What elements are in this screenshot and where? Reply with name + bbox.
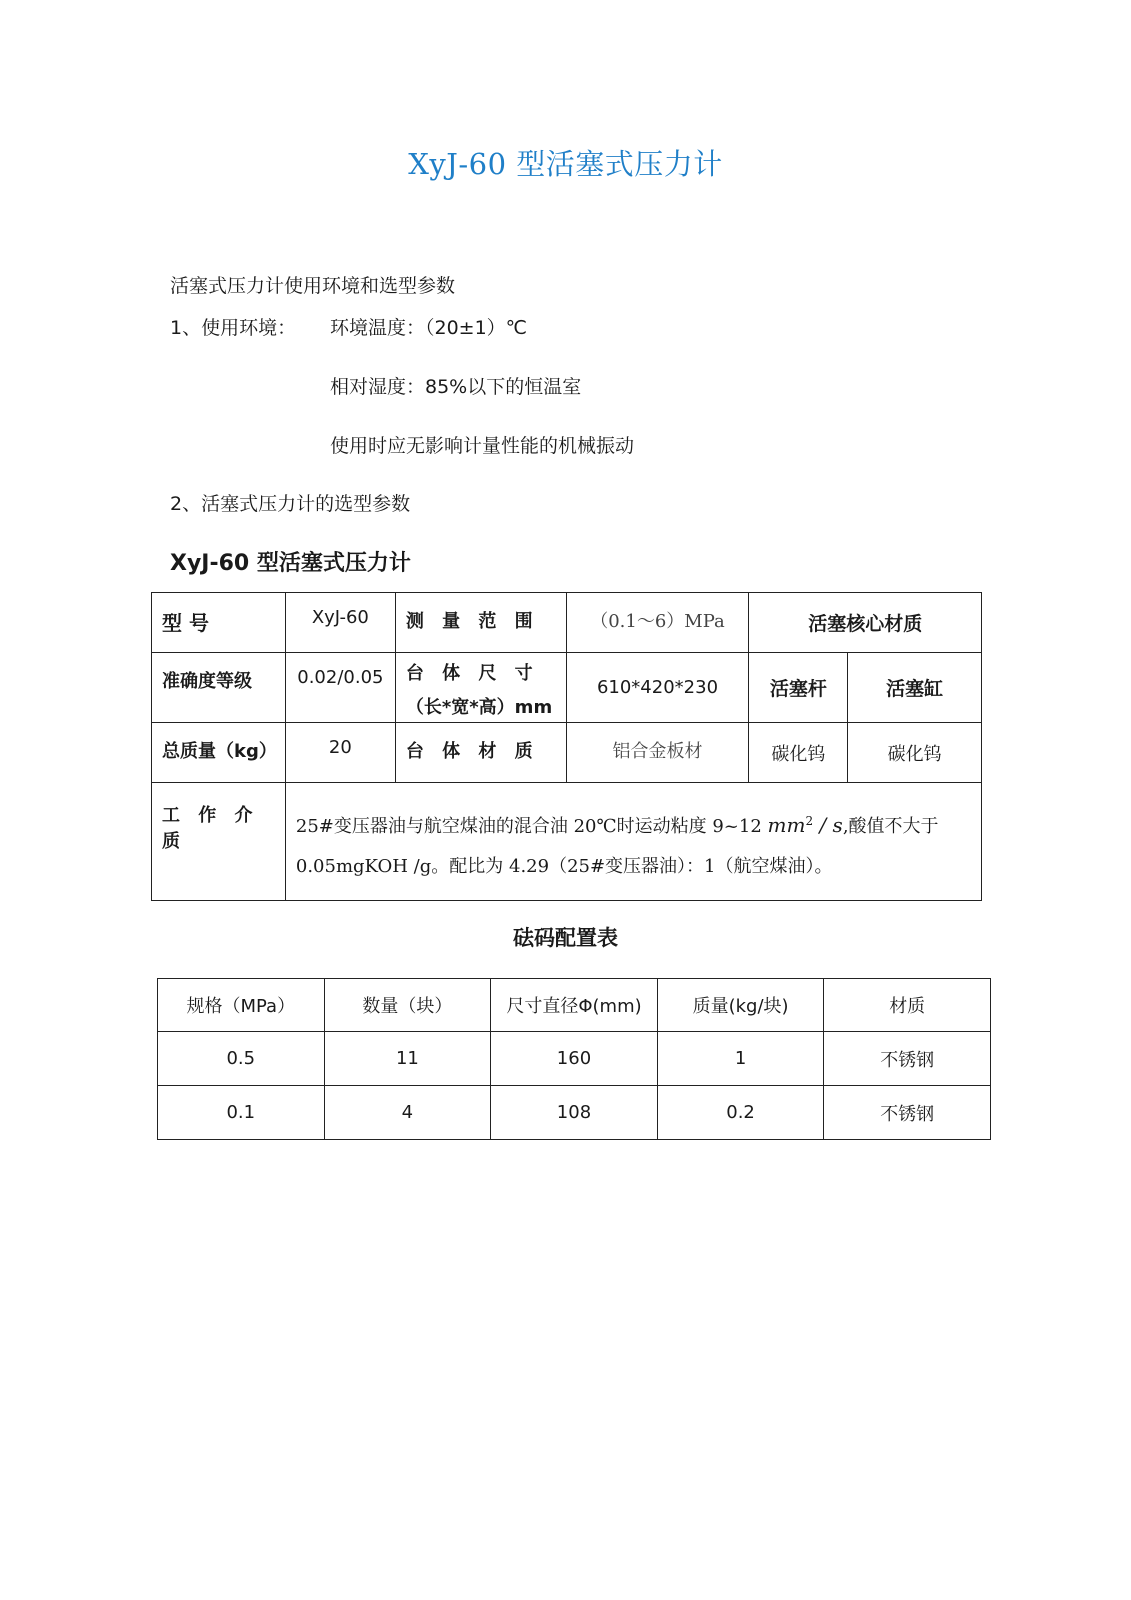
weights-header-mass: 质量(kg/块) (657, 979, 824, 1032)
environment-humidity: 相对湿度：85%以下的恒温室 (330, 376, 582, 398)
accuracy-label: 准确度等级 (152, 653, 286, 723)
weights-header-row (158, 979, 991, 1032)
spec-table (151, 592, 982, 901)
medium-text-part1: 25#变压器油与航空煤油的混合油 20℃时运动粘度 9~12 (295, 816, 768, 837)
piston-cylinder-material: 碳化钨 (848, 723, 982, 783)
weights-header-spec: 规格（MPa） (158, 979, 325, 1032)
table-row (158, 1086, 991, 1140)
environment-vibration: 使用时应无影响计量性能的机械振动 (330, 435, 635, 457)
weights-cell-diameter: 160 (491, 1032, 658, 1086)
medium-unit-exp: 2 (805, 814, 814, 828)
accuracy-value: 0.02/0.05 (285, 653, 395, 723)
spec-row-accuracy (152, 653, 982, 723)
range-value: （0.1～6）MPa (566, 593, 749, 653)
size-value: 610*420*230 (566, 653, 749, 723)
weights-cell-material: 不锈钢 (824, 1086, 991, 1140)
spec-row-mass (152, 723, 982, 783)
spec-row-model (152, 593, 982, 653)
model-label: 型 号 (152, 593, 286, 653)
table-row (158, 1032, 991, 1086)
weights-cell-qty: 11 (324, 1032, 491, 1086)
medium-unit-s: / s (813, 813, 843, 837)
weights-table (157, 978, 991, 1140)
size-label-cell (395, 653, 566, 723)
size-label: 台 体 尺 寸 (405, 663, 539, 684)
weights-cell-spec: 0.5 (158, 1032, 325, 1086)
weights-table-title: 砝码配置表 (513, 926, 618, 950)
model-heading: XyJ-60 型活塞式压力计 (170, 551, 411, 576)
weights-header-material: 材质 (824, 979, 991, 1032)
spec-row-medium (152, 783, 982, 901)
medium-label: 工 作 介 质 (152, 783, 286, 901)
piston-rod-label: 活塞杆 (749, 653, 848, 723)
medium-line-2: 0.05mgKOH /g。配比为 4.29（25#变压器油）：1（航空煤油）。 (295, 856, 833, 877)
medium-text-part2: ,酸值不大于 (842, 816, 939, 837)
environment-temperature: 环境温度：（20±1）℃ (330, 317, 528, 339)
weights-cell-spec: 0.1 (158, 1086, 325, 1140)
piston-rod-material: 碳化钨 (749, 723, 848, 783)
weights-cell-qty: 4 (324, 1086, 491, 1140)
medium-description (285, 783, 981, 901)
weights-cell-diameter: 108 (491, 1086, 658, 1140)
body-material-label: 台 体 材 质 (395, 723, 566, 783)
model-value: XyJ-60 (285, 593, 395, 653)
body-material-value: 铝合金板材 (566, 723, 749, 783)
core-material-label: 活塞核心材质 (749, 593, 982, 653)
weights-header-qty: 数量（块） (324, 979, 491, 1032)
section-title: 活塞式压力计使用环境和选型参数 (170, 275, 456, 297)
weights-cell-mass: 1 (657, 1032, 824, 1086)
medium-line-1 (296, 801, 971, 847)
piston-cylinder-label: 活塞缸 (848, 653, 982, 723)
medium-unit-mm: mm (767, 813, 806, 837)
weights-cell-material: 不锈钢 (824, 1032, 991, 1086)
page-title: XyJ-60 型活塞式压力计 (408, 147, 723, 181)
selection-params-heading: 2、活塞式压力计的选型参数 (170, 493, 411, 515)
mass-label: 总质量（kg） (152, 723, 286, 783)
environment-label: 1、使用环境： (170, 317, 297, 339)
mass-value: 20 (285, 723, 395, 783)
weights-cell-mass: 0.2 (657, 1086, 824, 1140)
size-sub-label: （长*宽*高）mm (405, 697, 553, 718)
range-label: 测 量 范 围 (395, 593, 566, 653)
weights-header-diameter: 尺寸直径Φ(mm) (491, 979, 658, 1032)
